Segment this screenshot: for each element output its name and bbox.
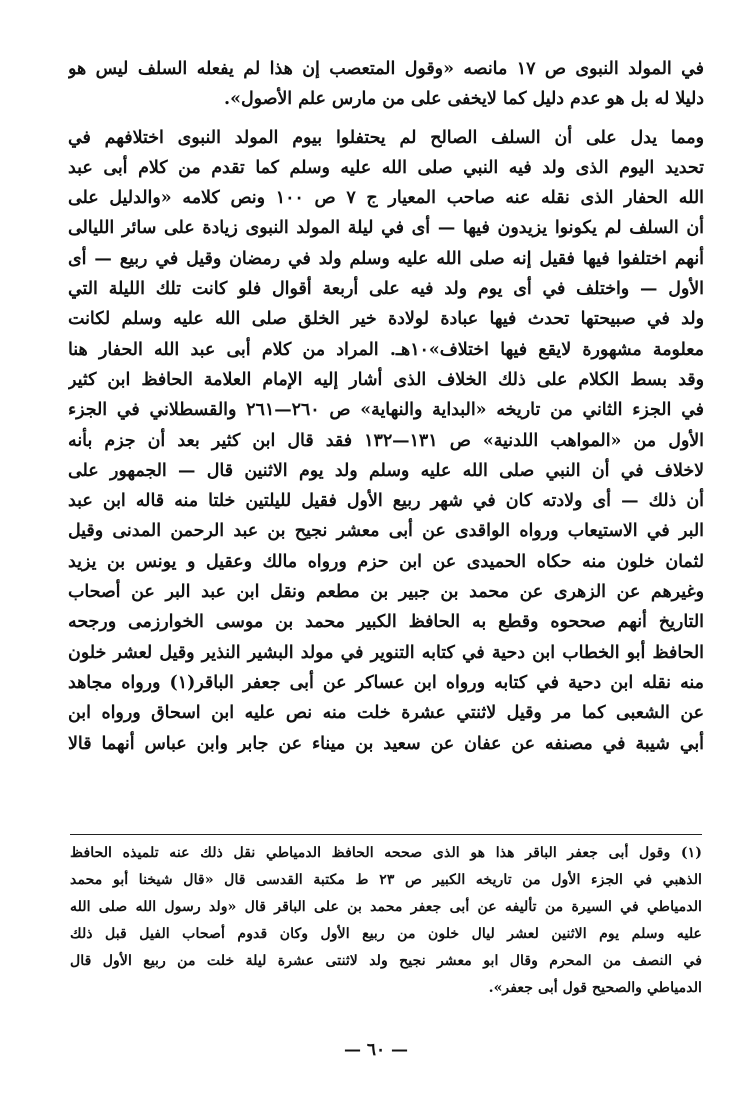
text-line: دليلا له بل هو عدم دليل كما لايخفى على من مارس علم الأصول».: [224, 89, 704, 110]
text-line: ومما يدل على أن السلف الصالح لم يحتفلوا بيوم المولد النبوى اختلافهم في: [68, 127, 704, 148]
text-line: ولد في صبيحتها تحدث فيها عبادة لولادة خير الخلق صلى الله عليه وسلم لكانت: [68, 309, 704, 330]
text-line: معلومة مشهورة لايقع فيها اختلاف»١٠هـ. المراد من كلام أبى عبد الله الحفار هنا: [68, 339, 704, 360]
text-line: لاخلاف في أن النبي صلى الله عليه وسلم ولد يوم الاثنين قال — الجمهور على: [68, 460, 704, 481]
footnote-line: في النصف من المحرم وقال ابو معشر نجيح ولد لاثنتى عشرة ليلة خلت من ربيع الأول قال: [70, 953, 702, 969]
footnote-line: الدمياطي والصحيح قول أبى جعفر».: [488, 980, 702, 996]
text-line: في الجزء الثاني من تاريخه «البداية والنهاية» ص ٢٦٠—٢٦١ والقسطلاني في الجزء: [68, 400, 704, 421]
text-line: الله الحفار الذى نقله عنه صاحب المعيار ج ٧ ص ١٠٠ ونص كلامه «والدليل على: [68, 188, 704, 209]
footnote-line: الذهبي في الجزء الأول من تاريخه الكبير ص ٢٣ ط مكتبة القدسى قال «قال شيخنا أبو محمد: [70, 872, 702, 888]
footnote-line: الدمياطي في السيرة من تأليفه عن أبى جعفر محمد بن على الباقر قال «ولد رسول الله صلى الله: [70, 899, 702, 915]
main-text-block: [68, 54, 704, 759]
footnote-divider: [70, 834, 702, 835]
text-line: تحديد اليوم الذى ولد فيه النبي صلى الله عليه وسلم كما تقدم من كلام أبى عبد: [68, 157, 704, 178]
footnote-line: عليه وسلم يوم الاثنين لعشر ليال خلون من ربيع الأول وكان قدوم أصحاب الفيل قبل ذلك: [70, 926, 702, 942]
text-line: عن الشعبى كما مر وقيل لاثنتي عشرة خلت منه نص عليه ابن اسحاق ورواه ابن: [68, 703, 704, 724]
text-line: الحافظ أبو الخطاب ابن دحية في كتابه التنوير في مولد البشير النذير وقيل لعشر خلون: [68, 642, 704, 663]
text-line: في المولد النبوى ص ١٧ مانصه «وقول المتعصب إن هذا لم يفعله السلف ليس هو: [68, 59, 704, 79]
text-line: البر في الاستيعاب ورواه الواقدى عن أبى معشر نجيح بن عبد الرحمن المدنى وقيل: [68, 521, 704, 542]
text-line: أبي شيبة في مصنفه عن عفان عن سعيد بن ميناء عن جابر وابن عباس أنهما قالا: [68, 733, 704, 754]
text-line: التاريخ أنهم صححوه وقطع به الحافظ الكبير محمد بن موسى الخوارزمى ورجحه: [68, 612, 704, 633]
text-line: وقد بسط الكلام على ذلك الخلاف الذى أشار إليه الإمام العلامة الحافظ ابن كثير: [68, 369, 704, 390]
text-line: منه نقله ابن دحية في كتابه ورواه ابن عساكر عن أبى جعفر الباقر(١) ورواه مجاهد: [68, 672, 704, 693]
text-line: وغيرهم عن الزهرى عن محمد بن جبير بن مطعم ونقل ابن عبد البر عن أصحاب: [68, 582, 704, 603]
text-line: الأول — واختلف في أى يوم ولد فيه على أربعة أقوال فلو كانت تلك الليلة التي: [68, 279, 704, 300]
text-line: أن ذلك — أى ولادته كان في شهر ربيع الأول فقيل لليلتين خلتا منه قاله ابن عبد: [68, 491, 704, 512]
text-line: الأول من «المواهب اللدنية» ص ١٣١—١٣٢ فقد قال ابن كثير بعد أن جزم بأنه: [68, 430, 704, 451]
text-line: أنهم اختلفوا فيها فقيل إنه صلى الله عليه وسلم ولد في رمضان وقيل في ربيع — أى: [68, 248, 704, 269]
footnote-line: (١) وقول أبى جعفر الباقر هذا هو الذى صححه الحافظ الدمياطي نقل ذلك عنه تلميذه الحافظ: [70, 845, 702, 861]
page-number: — ٦٠ —: [343, 1040, 409, 1060]
text-line: لثمان خلون منه حكاه الحميدى عن ابن حزم ورواه مالك وعقيل و يونس بن يزيد: [68, 551, 704, 572]
text-line: أن السلف لم يكونوا يزيدون فيها — أى في ليلة المولد النبوى زيادة على سائر الليالى: [68, 218, 704, 239]
footnotes-block: [70, 840, 702, 1002]
